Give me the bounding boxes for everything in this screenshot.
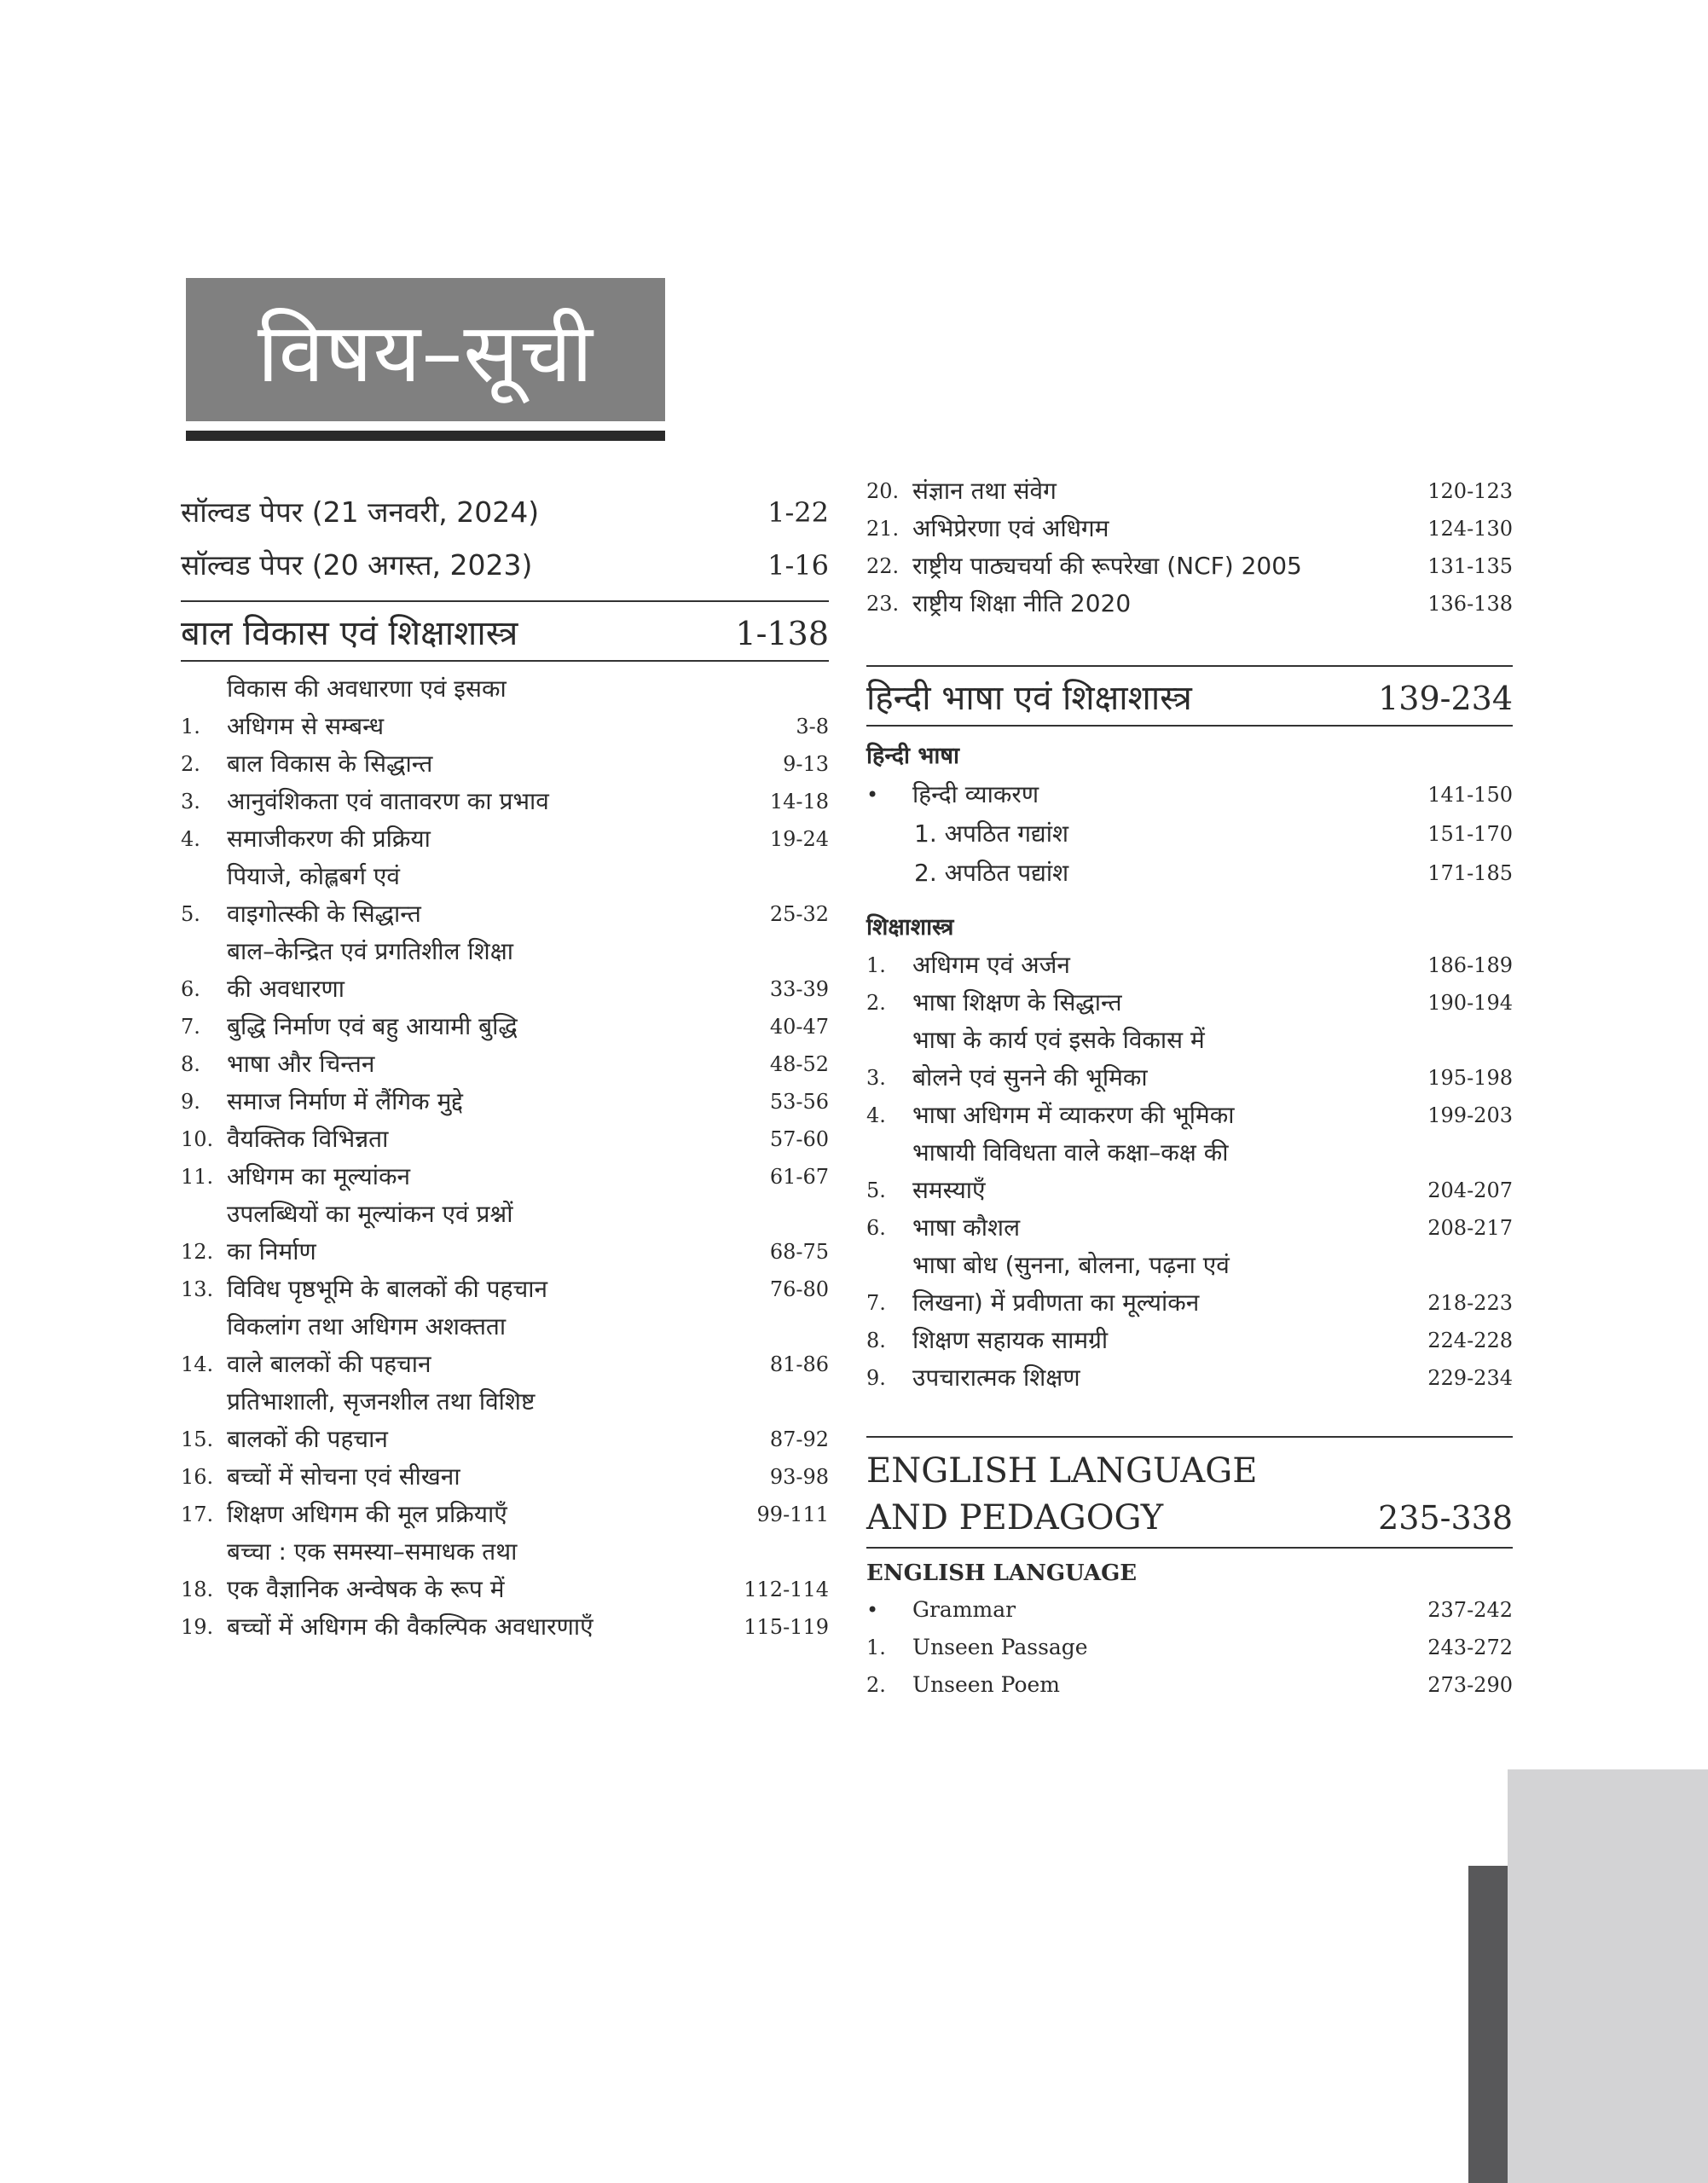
toc-entry-number: 17. (181, 1503, 214, 1526)
toc-entry-title: भाषायी विविधता वाले कक्षा–कक्ष की समस्याएँ (912, 1138, 1229, 1204)
toc-entry-pages: 218-223 (1427, 1291, 1513, 1315)
section-pages: 1-138 (735, 615, 829, 652)
toc-entry (181, 1008, 829, 1045)
toc-entry-pages: 273-290 (1427, 1673, 1513, 1697)
toc-entry (866, 947, 1513, 984)
toc-left-column (181, 486, 829, 1646)
subsection-title: शिक्षाशास्त्र (866, 914, 954, 941)
toc-entry-pages: 195-198 (1427, 1066, 1513, 1090)
toc-entry-title: विकलांग तथा अधिगम अशक्तता वाले बालकों की पहचान (227, 1312, 507, 1378)
toc-entry-pages: 14-18 (769, 790, 829, 814)
toc-entry (866, 854, 1513, 893)
solved-paper-entry (181, 486, 829, 539)
toc-entry (181, 933, 829, 1008)
toc-entry-title: बुद्धि निर्माण एवं बहु आयामी बुद्धि (227, 1012, 518, 1040)
toc-entry-number: 3. (181, 790, 200, 814)
toc-entry-title: राष्ट्रीय पाठ्यचर्या की रूपरेखा (NCF) 2005 (912, 552, 1302, 580)
toc-entry (181, 1458, 829, 1496)
toc-entry-title: समाज निर्माण में लैंगिक मुद्दे (227, 1087, 463, 1115)
toc-entry (181, 1496, 829, 1533)
toc-entry-pages: 229-234 (1427, 1366, 1513, 1390)
toc-entry (181, 1271, 829, 1308)
toc-entry-title: बच्चों में अधिगम की वैकल्पिक अवधारणाएँ (227, 1613, 593, 1641)
toc-entry-title: बच्चा : एक समस्या–समाधक तथा एक वैज्ञानिक अन्वेषक के रूप में (227, 1537, 518, 1603)
title-underline (186, 431, 665, 441)
toc-entry-title: भाषा के कार्य एवं इसके विकास में बोलने एवं सुनने की भूमिका (912, 1026, 1205, 1092)
section-pages: 235-338 (1378, 1499, 1513, 1537)
toc-entry-number: 9. (181, 1090, 200, 1114)
toc-entry-title: वैयक्तिक विभिन्नता (227, 1125, 389, 1153)
toc-entry-pages: 9-13 (783, 752, 829, 776)
toc-entry (181, 1196, 829, 1271)
toc-entry-title: अभिप्रेरणा एवं अधिगम (912, 514, 1109, 542)
toc-entry-title: अधिगम एवं अर्जन (912, 951, 1070, 979)
toc-entry (181, 1308, 829, 1383)
toc-entry (866, 585, 1513, 622)
section-title: हिन्दी भाषा एवं शिक्षाशास्त्र (866, 679, 1192, 718)
toc-entry-pages: 208-217 (1427, 1216, 1513, 1240)
english-items (866, 1591, 1513, 1704)
side-tab-dark (1468, 1866, 1508, 2183)
toc-entry-title: हिन्दी व्याकरण (912, 780, 1039, 808)
toc-entry-pages: 53-56 (769, 1090, 829, 1114)
subsection-title: ENGLISH LANGUAGE (866, 1561, 1138, 1586)
toc-entry-pages: 136-138 (1427, 592, 1513, 616)
toc-entry-title: 1. अपठित गद्यांश (914, 819, 1068, 848)
toc-entry-number: 4. (866, 1103, 886, 1127)
toc-entry-number: 9. (866, 1366, 886, 1390)
toc-entry-title: Unseen Passage (912, 1635, 1088, 1659)
side-tab-light (1508, 1769, 1708, 2183)
toc-entry-title: भाषा और चिन्तन (227, 1050, 375, 1078)
toc-entry (181, 1383, 829, 1458)
toc-entry (866, 1322, 1513, 1359)
toc-entry-pages: 3-8 (796, 715, 829, 738)
toc-entry-number: 6. (866, 1216, 886, 1240)
toc-entry-title: उपचारात्मक शिक्षण (912, 1364, 1080, 1392)
solved-paper-title: सॉल्वड पेपर (20 अगस्त, 2023) (181, 548, 533, 582)
toc-entry-title: बच्चों में सोचना एवं सीखना (227, 1462, 460, 1491)
toc-entry-pages: 186-189 (1427, 953, 1513, 977)
toc-entry (181, 1083, 829, 1120)
toc-entry-pages: 115-119 (744, 1615, 829, 1639)
toc-entry-pages: 81-86 (769, 1352, 829, 1376)
section-child-development-items-cont (866, 472, 1513, 622)
toc-entry-pages: 87-92 (769, 1427, 829, 1451)
toc-entry-title: संज्ञान तथा संवेग (912, 477, 1057, 505)
toc-entry-title: भाषा अधिगम में व्याकरण की भूमिका (912, 1101, 1235, 1129)
section-title: बाल विकास एवं शिक्षाशास्त्र (181, 614, 518, 653)
toc-entry-title: अधिगम का मूल्यांकन (227, 1162, 411, 1190)
toc-entry-pages: 76-80 (769, 1277, 829, 1301)
toc-entry-title: Grammar (912, 1597, 1016, 1622)
toc-entry (181, 1120, 829, 1158)
toc-entry-pages: 120-123 (1427, 479, 1513, 503)
toc-entry-number: 3. (866, 1066, 886, 1090)
toc-entry-title: भाषा शिक्षण के सिद्धान्त (912, 988, 1122, 1016)
toc-entry-number: 1. (181, 715, 200, 738)
section-child-development-header (181, 600, 829, 662)
toc-entry (866, 1666, 1513, 1704)
subsection-title: हिन्दी भाषा (866, 743, 959, 769)
toc-entry-title: शिक्षण अधिगम की मूल प्रक्रियाएँ (227, 1500, 507, 1528)
toc-entry-pages: 19-24 (769, 827, 829, 851)
solved-papers-list (181, 486, 829, 592)
toc-entry-number: 22. (866, 554, 900, 578)
toc-entry (866, 984, 1513, 1022)
toc-entry-title: भाषा बोध (सुनना, बोलना, पढ़ना एवं लिखना) में प्रवीणता का मूल्यांकन (912, 1251, 1230, 1317)
toc-entry-number: • (866, 1598, 879, 1622)
toc-entry (181, 858, 829, 933)
toc-entry (866, 1359, 1513, 1397)
toc-entry-title: बाल विकास के सिद्धान्त (227, 750, 433, 778)
toc-entry-pages: 151-170 (1427, 822, 1513, 846)
toc-entry (866, 1247, 1513, 1322)
toc-entry (866, 1022, 1513, 1097)
toc-entry-pages: 93-98 (769, 1465, 829, 1489)
toc-entry (866, 510, 1513, 547)
toc-entry-number: 10. (181, 1127, 214, 1151)
solved-paper-entry (181, 539, 829, 592)
toc-entry-number: 20. (866, 479, 900, 503)
toc-entry-number: • (866, 783, 879, 807)
toc-entry-title: Unseen Poem (912, 1672, 1060, 1697)
toc-entry-number: 14. (181, 1352, 214, 1376)
toc-entry-title: प्रतिभाशाली, सृजनशील तथा विशिष्ट बालकों की पहचान (227, 1387, 536, 1453)
toc-entry-pages: 190-194 (1427, 991, 1513, 1015)
toc-entry-number: 13. (181, 1277, 214, 1301)
toc-entry (866, 1629, 1513, 1666)
toc-entry-title: शिक्षण सहायक सामग्री (912, 1326, 1109, 1354)
toc-entry-pages: 171-185 (1427, 861, 1513, 885)
toc-entry-pages: 33-39 (769, 977, 829, 1001)
toc-entry-pages: 99-111 (756, 1503, 829, 1526)
toc-entry-number: 1. (866, 1636, 886, 1659)
page-title: विषय–सूची (186, 278, 665, 421)
toc-entry (181, 670, 829, 745)
toc-entry-number: 19. (181, 1615, 214, 1639)
section-english-header (866, 1436, 1513, 1549)
toc-entry (866, 1209, 1513, 1247)
toc-entry-number: 21. (866, 517, 900, 541)
toc-entry-title: पियाजे, कोह्लबर्ग एवं वाइगोत्स्की के सिद्धान्त (227, 862, 421, 928)
hindi-language-items (866, 775, 1513, 893)
toc-entry-number: 12. (181, 1240, 214, 1264)
toc-entry-pages: 141-150 (1427, 783, 1513, 807)
toc-entry-number: 7. (181, 1015, 200, 1039)
toc-entry-pages: 204-207 (1427, 1178, 1513, 1202)
toc-entry (181, 1533, 829, 1608)
toc-entry-number: 2. (866, 1673, 886, 1697)
section-hindi-header (866, 665, 1513, 727)
toc-entry-title: 2. अपठित पद्यांश (914, 859, 1069, 887)
toc-entry (181, 1158, 829, 1196)
toc-entry-pages: 243-272 (1427, 1636, 1513, 1659)
toc-entry-title: विकास की अवधारणा एवं इसका अधिगम से सम्बन्ध (227, 675, 507, 740)
toc-entry-number: 2. (181, 752, 200, 776)
toc-right-column (866, 477, 1513, 1704)
toc-entry (181, 783, 829, 820)
toc-entry-title: उपलब्धियों का मूल्यांकन एवं प्रश्नों का निर्माण (227, 1200, 513, 1265)
toc-entry-title: राष्ट्रीय शिक्षा नीति 2020 (912, 589, 1132, 617)
toc-entry (866, 814, 1513, 854)
toc-entry-number: 8. (866, 1329, 886, 1352)
toc-entry-title: भाषा कौशल (912, 1213, 1021, 1242)
toc-entry (866, 547, 1513, 585)
toc-entry (181, 820, 829, 858)
toc-entry-number: 16. (181, 1465, 214, 1489)
toc-entry-number: 4. (181, 827, 200, 851)
toc-entry-number: 5. (181, 902, 200, 926)
toc-entry (866, 1097, 1513, 1134)
toc-entry-pages: 199-203 (1427, 1103, 1513, 1127)
toc-entry-number: 8. (181, 1052, 200, 1076)
toc-entry-pages: 124-130 (1427, 517, 1513, 541)
toc-entry-title: बाल–केन्द्रित एवं प्रगतिशील शिक्षा की अवधारणा (227, 937, 514, 1003)
toc-entry-number: 7. (866, 1291, 886, 1315)
solved-paper-pages: 1-22 (767, 496, 829, 529)
toc-entry-number: 18. (181, 1578, 214, 1601)
toc-entry (866, 1591, 1513, 1629)
toc-entry-pages: 237-242 (1427, 1598, 1513, 1622)
toc-entry (866, 1134, 1513, 1209)
toc-entry-pages: 224-228 (1427, 1329, 1513, 1352)
toc-entry-pages: 40-47 (769, 1015, 829, 1039)
toc-entry-pages: 25-32 (769, 902, 829, 926)
toc-entry-number: 1. (866, 953, 886, 977)
toc-entry-number: 6. (181, 977, 200, 1001)
toc-entry (866, 775, 1513, 814)
toc-entry-pages: 57-60 (769, 1127, 829, 1151)
toc-entry (181, 1045, 829, 1083)
toc-entry-title: विविध पृष्ठभूमि के बालकों की पहचान (227, 1275, 548, 1303)
toc-entry-pages: 131-135 (1427, 554, 1513, 578)
toc-entry-title: आनुवंशिकता एवं वातावरण का प्रभाव (227, 787, 549, 815)
toc-entry (181, 745, 829, 783)
toc-entry (181, 1608, 829, 1646)
solved-paper-pages: 1-16 (767, 549, 829, 582)
toc-entry-number: 5. (866, 1178, 886, 1202)
toc-entry-title: समाजीकरण की प्रक्रिया (227, 825, 431, 853)
toc-entry-pages: 48-52 (769, 1052, 829, 1076)
section-title: ENGLISH LANGUAGE AND PEDAGOGY (866, 1451, 1258, 1537)
toc-entry-number: 11. (181, 1165, 214, 1189)
section-child-development-items (181, 670, 829, 1646)
toc-entry (866, 472, 1513, 510)
toc-entry-pages: 112-114 (744, 1578, 829, 1601)
toc-entry-number: 15. (181, 1427, 214, 1451)
toc-entry-pages: 61-67 (769, 1165, 829, 1189)
solved-paper-title: सॉल्वड पेपर (21 जनवरी, 2024) (181, 495, 540, 529)
section-pages: 139-234 (1378, 680, 1513, 717)
toc-entry-number: 2. (866, 991, 886, 1015)
toc-entry-pages: 68-75 (769, 1240, 829, 1264)
toc-entry-number: 23. (866, 592, 900, 616)
hindi-pedagogy-items (866, 947, 1513, 1397)
